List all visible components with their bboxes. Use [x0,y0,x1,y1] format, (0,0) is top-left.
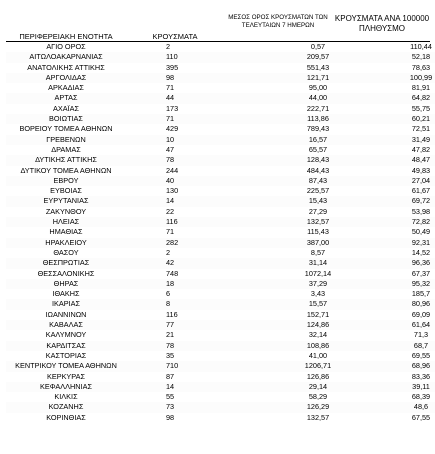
header-seven-day-average: ΜΕΣΟΣ ΟΡΟΣ ΚΡΟΥΣΜΑΤΩΝ ΤΩΝ ΤΕΛΕΥΤΑΙΩΝ 7 ΗΜΕΡΩΝ [228,14,328,29]
cell-average: 113,86 [264,114,372,124]
cell-rate: 83,36 [372,372,435,382]
cell-rate: 64,82 [372,93,435,103]
cell-region: ΕΥΒΟΙΑΣ [6,186,126,196]
cell-region: ΚΟΡΙΝΘΙΑΣ [6,413,126,423]
table-row [6,299,435,309]
cell-region: ΑΡΤΑΣ [6,93,126,103]
cell-rate: 47,82 [372,145,435,155]
cell-cases: 2 [126,42,264,52]
cell-rate: 14,52 [372,248,435,258]
table-row [6,392,435,402]
cell-rate: 69,55 [372,351,435,361]
cell-rate: 52,18 [372,52,435,62]
cell-rate: 50,49 [372,227,435,237]
cell-rate: 100,99 [372,73,435,83]
cell-rate: 67,37 [372,269,435,279]
cell-rate: 81,91 [372,83,435,93]
header-region: ΠΕΡΙΦΕΡΕΙΑΚΗ ΕΝΟΤΗΤΑ [19,32,113,41]
cell-cases: 78 [126,155,264,165]
cell-cases: 77 [126,320,264,330]
cell-cases: 710 [126,361,264,371]
cell-average: 1206,71 [264,361,372,371]
cell-rate: 53,98 [372,207,435,217]
cell-cases: 18 [126,279,264,289]
cell-region: ΚΑΡΔΙΤΣΑΣ [6,341,126,351]
cell-average: 128,43 [264,155,372,165]
cell-region: ΒΟΙΩΤΙΑΣ [6,114,126,124]
cell-average: 551,43 [264,63,372,73]
cell-cases: 130 [126,186,264,196]
cell-average: 3,43 [264,289,372,299]
table-row [6,351,435,361]
cell-rate: 27,04 [372,176,435,186]
table-row [6,310,435,320]
cell-cases: 21 [126,330,264,340]
cell-region: ΑΧΑΪΑΣ [6,104,126,114]
cell-rate: 48,6 [372,402,435,412]
cell-region: ΕΒΡΟΥ [6,176,126,186]
table-row [6,145,435,155]
cell-average: 29,14 [264,382,372,392]
table-row [6,217,435,227]
cell-average: 27,29 [264,207,372,217]
cell-average: 87,43 [264,176,372,186]
cell-cases: 14 [126,382,264,392]
table-row [6,176,435,186]
cell-cases: 40 [126,176,264,186]
cell-average: 152,71 [264,310,372,320]
cell-rate: 61,67 [372,186,435,196]
cell-region: ΗΛΕΙΑΣ [6,217,126,227]
table-row [6,186,435,196]
cell-region: ΚΕΝΤΡΙΚΟΥ ΤΟΜΕΑ ΑΘΗΝΩΝ [6,361,126,371]
cell-cases: 2 [126,248,264,258]
cell-region: ΚΙΛΚΙΣ [6,392,126,402]
cell-cases: 73 [126,402,264,412]
cell-cases: 14 [126,196,264,206]
table-row [6,73,435,83]
cell-rate: 69,09 [372,310,435,320]
table-row [6,248,435,258]
cases-table [6,42,435,423]
table-row [6,155,435,165]
cell-region: ΒΟΡΕΙΟΥ ΤΟΜΕΑ ΑΘΗΝΩΝ [6,124,126,134]
cell-average: 789,43 [264,124,372,134]
cell-average: 95,00 [264,83,372,93]
cell-rate: 80,96 [372,299,435,309]
cell-cases: 98 [126,73,264,83]
table-row [6,361,435,371]
cell-region: ΑΡΓΟΛΙΔΑΣ [6,73,126,83]
cell-rate: 68,39 [372,392,435,402]
cell-rate: 60,21 [372,114,435,124]
cell-region: ΘΑΣΟΥ [6,248,126,258]
cell-rate: 68,96 [372,361,435,371]
cell-region: ΔΡΑΜΑΣ [6,145,126,155]
table-row [6,330,435,340]
cell-cases: 71 [126,227,264,237]
cell-cases: 98 [126,413,264,423]
table-row [6,42,435,52]
cell-region: ΚΑΛΥΜΝΟΥ [6,330,126,340]
cell-average: 8,57 [264,248,372,258]
cell-average: 31,14 [264,258,372,268]
cell-average: 1072,14 [264,269,372,279]
cell-cases: 55 [126,392,264,402]
cell-cases: 173 [126,104,264,114]
cell-cases: 71 [126,114,264,124]
table-row [6,124,435,134]
table-row [6,382,435,392]
cell-average: 484,43 [264,166,372,176]
cell-rate: 49,83 [372,166,435,176]
table-row [6,83,435,93]
cell-region: ΓΡΕΒΕΝΩΝ [6,135,126,145]
cell-region: ΑΙΤΩΛΟΑΚΑΡΝΑΝΙΑΣ [6,52,126,62]
cell-cases: 116 [126,217,264,227]
table-row [6,93,435,103]
cell-cases: 748 [126,269,264,279]
table-row [6,63,435,73]
cell-cases: 429 [126,124,264,134]
cell-average: 32,14 [264,330,372,340]
table-row [6,52,435,62]
cell-average: 132,57 [264,217,372,227]
cell-cases: 8 [126,299,264,309]
cell-region: ΘΗΡΑΣ [6,279,126,289]
cell-region: ΚΑΣΤΟΡΙΑΣ [6,351,126,361]
header-cases-per-100000: ΚΡΟΥΣΜΑΤΑ ΑΝΑ 100000 ΠΛΗΘΥΣΜΟ [334,14,430,33]
cell-rate: 92,31 [372,238,435,248]
table-body [6,42,435,423]
table-row [6,279,435,289]
cell-region: ΔΥΤΙΚΟΥ ΤΟΜΕΑ ΑΘΗΝΩΝ [6,166,126,176]
cell-rate: 61,64 [372,320,435,330]
cell-rate: 71,3 [372,330,435,340]
cell-cases: 35 [126,351,264,361]
cell-average: 126,29 [264,402,372,412]
table-row [6,320,435,330]
cell-rate: 68,7 [372,341,435,351]
cell-rate: 95,32 [372,279,435,289]
table-row [6,258,435,268]
cell-rate: 72,82 [372,217,435,227]
cell-region: ΑΡΚΑΔΙΑΣ [6,83,126,93]
cell-average: 41,00 [264,351,372,361]
cell-average: 387,00 [264,238,372,248]
cell-average: 115,43 [264,227,372,237]
cell-average: 132,57 [264,413,372,423]
cell-average: 108,86 [264,341,372,351]
cell-average: 121,71 [264,73,372,83]
cell-cases: 44 [126,93,264,103]
table-row [6,227,435,237]
table-row [6,104,435,114]
table-row [6,238,435,248]
cell-rate: 72,51 [372,124,435,134]
cell-average: 222,71 [264,104,372,114]
cell-rate: 78,63 [372,63,435,73]
table-row [6,269,435,279]
cell-average: 124,86 [264,320,372,330]
table-row [6,166,435,176]
cell-cases: 116 [126,310,264,320]
cell-average: 15,57 [264,299,372,309]
cell-cases: 244 [126,166,264,176]
cell-average: 126,86 [264,372,372,382]
cell-average: 225,57 [264,186,372,196]
cell-region: ΗΜΑΘΙΑΣ [6,227,126,237]
cell-rate: 55,75 [372,104,435,114]
cell-region: ΘΕΣΠΡΩΤΙΑΣ [6,258,126,268]
table-row [6,289,435,299]
table-row [6,207,435,217]
cell-cases: 71 [126,83,264,93]
cell-cases: 22 [126,207,264,217]
table-row [6,413,435,423]
table-row [6,135,435,145]
cell-region: ΕΥΡΥΤΑΝΙΑΣ [6,196,126,206]
cell-region: ΚΟΖΑΝΗΣ [6,402,126,412]
cell-rate: 31,49 [372,135,435,145]
cell-region: ΑΝΑΤΟΛΙΚΗΣ ΑΤΤΙΚΗΣ [6,63,126,73]
cell-region: ΑΓΙΟ ΟΡΟΣ [6,42,126,52]
header-cases: ΚΡΟΥΣΜΑΤΑ [152,32,198,41]
cell-rate: 67,55 [372,413,435,423]
cell-average: 16,57 [264,135,372,145]
cell-rate: 110,44 [372,42,435,52]
cell-rate: 39,11 [372,382,435,392]
cell-region: ΘΕΣΣΑΛΟΝΙΚΗΣ [6,269,126,279]
cell-cases: 87 [126,372,264,382]
cell-cases: 42 [126,258,264,268]
table-row [6,196,435,206]
table-row [6,402,435,412]
cell-cases: 282 [126,238,264,248]
cell-region: ΙΘΑΚΗΣ [6,289,126,299]
cell-average: 37,29 [264,279,372,289]
cell-average: 0,57 [264,42,372,52]
cell-region: ΙΩΑΝΝΙΝΩΝ [6,310,126,320]
cell-region: ΚΑΒΑΛΑΣ [6,320,126,330]
cell-cases: 47 [126,145,264,155]
cell-average: 44,00 [264,93,372,103]
cell-cases: 10 [126,135,264,145]
cell-region: ΚΕΦΑΛΛΗΝΙΑΣ [6,382,126,392]
cell-cases: 395 [126,63,264,73]
cell-rate: 185,7 [372,289,435,299]
cell-average: 58,29 [264,392,372,402]
cell-region: ΚΕΡΚΥΡΑΣ [6,372,126,382]
cell-region: ΖΑΚΥΝΘΟΥ [6,207,126,217]
cell-cases: 6 [126,289,264,299]
cell-average: 209,57 [264,52,372,62]
cell-rate: 48,47 [372,155,435,165]
cell-region: ΔΥΤΙΚΗΣ ΑΤΤΙΚΗΣ [6,155,126,165]
cell-region: ΗΡΑΚΛΕΙΟΥ [6,238,126,248]
cell-rate: 69,72 [372,196,435,206]
table-row [6,114,435,124]
cell-cases: 78 [126,341,264,351]
cell-rate: 96,36 [372,258,435,268]
table-row [6,341,435,351]
cell-average: 15,43 [264,196,372,206]
cell-region: ΙΚΑΡΙΑΣ [6,299,126,309]
cell-cases: 110 [126,52,264,62]
table-row [6,372,435,382]
cell-average: 65,57 [264,145,372,155]
